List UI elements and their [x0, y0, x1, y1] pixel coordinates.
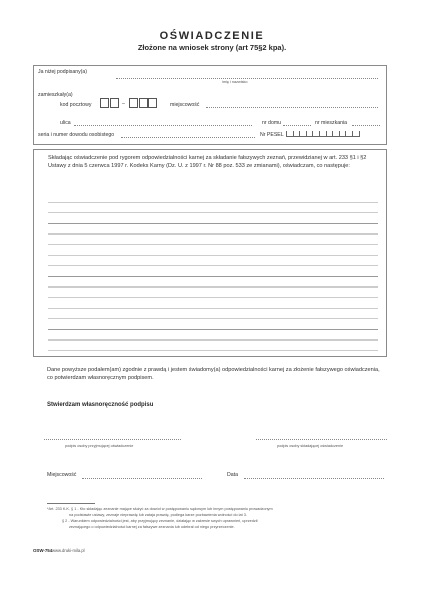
footnote-line-3: § 2 - Warunkiem odpowiedzialności jest, aby przyjmujący zeznanie, działając w zakresie swych uprawnień, uprzedził [62, 519, 258, 523]
statement-text: Składając oświadczenie pod rygorem odpowiedzialności karnej za składanie fałszywych zeznań, przewidzianej w art. 233 §1 i §2 Ustawy z dnia 5 czerwca 1997 r. Kodeks Karny (Dz. U. z 1997 r. Nr 88 poz. 533 ze zmianami), oświadczam, co następuje: [48, 155, 367, 170]
street-field[interactable] [74, 125, 252, 126]
city-field[interactable] [206, 107, 378, 108]
pesel-digit-box [352, 131, 360, 137]
footnote-line-4: zeznającego o odpowiedzialności karnej za fałszywe zeznania lub odebrał od niego przyrzeczenie. [69, 525, 235, 529]
pesel-digit-box [286, 131, 293, 137]
postal-dash: – [122, 101, 125, 107]
postal-code-label: kod pocztowy [60, 102, 92, 108]
footnote-line-2: na podstawie ustawy, zeznaje nieprawdę lub zataja prawdę, podlega karze pozbawienia wolności do lat 3. [69, 513, 247, 517]
footnote-divider [47, 503, 95, 504]
pesel-digit-box [345, 131, 352, 137]
statement-section [33, 149, 387, 357]
pesel-label: Nr PESEL [260, 132, 284, 138]
apartment-no-label: nr mieszkania [315, 120, 348, 126]
name-field[interactable] [116, 78, 378, 79]
declarant-label: Ja niżej podpisany(a) [38, 69, 88, 75]
form-subtitle: Złożone na wniosek strony (art 75§2 kpa). [137, 43, 287, 52]
postal-digit-box [148, 98, 157, 108]
identity-section [33, 65, 387, 145]
receiver-signature-caption: podpis osoby przyjmującej oświadczenie [65, 444, 134, 448]
pesel-digit-box [293, 131, 300, 137]
postal-digit-box [110, 98, 119, 108]
pesel-digit-box [332, 131, 339, 137]
name-caption: imię i nazwisko [222, 80, 248, 84]
publisher-website: www.druki-mila.pl [52, 548, 85, 553]
date-label: Data [227, 472, 238, 478]
form-title: OŚWIADCZENIE [159, 30, 265, 42]
pesel-digit-box [306, 131, 313, 137]
residence-label: zamieszkały(a) [38, 92, 73, 98]
street-label: ulica [60, 120, 71, 126]
apartment-no-field[interactable] [352, 125, 380, 126]
date-field[interactable] [244, 478, 384, 479]
declarant-signature-field[interactable] [256, 439, 387, 440]
statement-lines[interactable] [48, 192, 378, 352]
id-label: seria i numer dowodu osobistego [38, 132, 115, 138]
pesel-digit-box [339, 131, 346, 137]
place-label: Miejscowość [47, 472, 77, 478]
pesel-digit-box [299, 131, 306, 137]
confirmation-text: Dane powyższe podałem(am) zgodnie z prawdą i jestem świadomy(a) odpowiedzialności karnej za złożenie fałszywego oświadczenia, co potwierdzam własnoręcznym podpisem. [47, 367, 380, 382]
receiver-signature-field[interactable] [44, 439, 181, 440]
pesel-digit-box [319, 131, 326, 137]
postal-digit-box [129, 98, 138, 108]
form-code: OSW-754 [33, 548, 53, 553]
postal-code-field-a[interactable] [100, 98, 119, 108]
city-label: miejscowość [170, 102, 200, 108]
pesel-field[interactable] [286, 131, 360, 137]
signature-heading: Stwierdzam własnoręczność podpisu [47, 402, 154, 408]
house-no-field[interactable] [283, 125, 311, 126]
id-field[interactable] [121, 137, 255, 138]
postal-digit-box [100, 98, 109, 108]
postal-digit-box [139, 98, 148, 108]
pesel-digit-box [326, 131, 333, 137]
place-field[interactable] [82, 478, 202, 479]
house-no-label: nr domu [262, 120, 282, 126]
footnote-line-1: *Art. 233 K.K. § 1 - Kto składając zeznanie mające służyć za dowód w postępowaniu sądowym lub innym postępowaniu prowadzonym [47, 507, 273, 511]
declarant-signature-caption: podpis osoby składającej oświadczenie [277, 444, 344, 448]
pesel-digit-box [312, 131, 319, 137]
postal-code-field-b[interactable] [129, 98, 158, 108]
